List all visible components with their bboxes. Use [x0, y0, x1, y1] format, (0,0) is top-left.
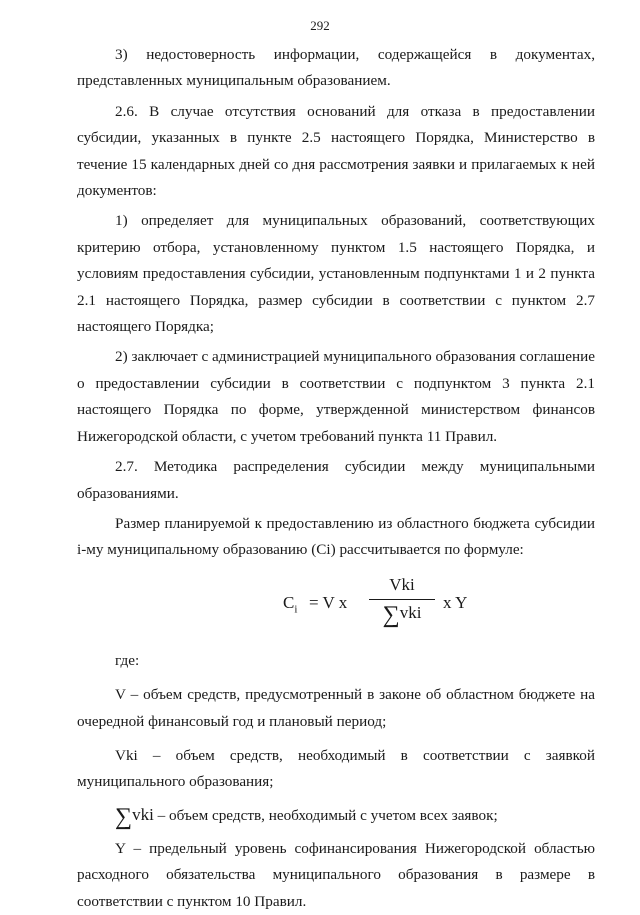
- definition-vki: Vki – объем средств, необходимый в соответствии с заявкой муниципального образования;: [77, 746, 595, 791]
- formula-equals: = V x: [309, 592, 348, 612]
- formula-block: [77, 566, 595, 640]
- where-label: где:: [115, 651, 140, 669]
- formula-tail: x Y: [443, 592, 468, 612]
- sigma-icon: ∑: [115, 803, 133, 830]
- formula-denominator: ∑vki: [382, 601, 422, 628]
- paragraph-subsidy-size: Размер планируемой к предоставлению из областного бюджета субсидии i-му муниципальному образованию (Ci) рассчитывается по формуле:: [77, 514, 595, 559]
- formula-lhs: $C_i$: [283, 592, 298, 616]
- definition-sum: ∑vki – объем средств, необходимый с учетом всех заявок;: [115, 803, 498, 830]
- paragraph-sub-2: 2) заключает с администрацией муниципального образования соглашение о предоставлении субсидии в соответствии с подпунктом 3 пункта 2.1 настоящего Порядка по форме, утвержденной министерством финансов Нижегородской области, с учетом требований пункта 11 Правил.: [77, 348, 595, 445]
- definition-v: V – объем средств, предусмотренный в законе об областном бюджете на очередной финансовый год и плановый период;: [77, 686, 595, 730]
- paragraph-2-6: 2.6. В случае отсутствия оснований для отказа в предоставлении субсидии, указанных в пункте 2.5 настоящего Порядка, Министерство в течение 15 календарных дней со дня рассмотрения заявки и прилагаемых к ней документов:: [77, 102, 595, 200]
- page-number: 292: [310, 18, 330, 33]
- formula-numerator: Vki: [389, 574, 415, 594]
- formula-fraction: [369, 572, 435, 634]
- paragraph-2-7: 2.7. Методика распределения субсидии между муниципальными образованиями.: [77, 458, 595, 502]
- paragraph-sub-1: 1) определяет для муниципальных образований, соответствующих критерию отбора, установленному пунктом 1.5 настоящего Порядка, и условиям предоставления субсидии, установленным подпунктами 1 и 2 пункта 2.1 настоящего Порядка, размер субсидии в соответствии с пунктом 2.7 настоящего Порядка;: [77, 212, 595, 336]
- sigma-icon: ∑: [382, 601, 400, 628]
- paragraph-item-3: 3) недостоверность информации, содержащейся в документах, представленных муниципальным образованием.: [77, 46, 595, 90]
- document-body: [77, 42, 595, 915]
- sum-symbol: ∑vki: [115, 803, 154, 830]
- definition-y: Y – предельный уровень софинансирования Нижегородской областью расходного обязательства муниципального образования в размере в соответствии с пунктом 10 Правил.: [77, 839, 595, 910]
